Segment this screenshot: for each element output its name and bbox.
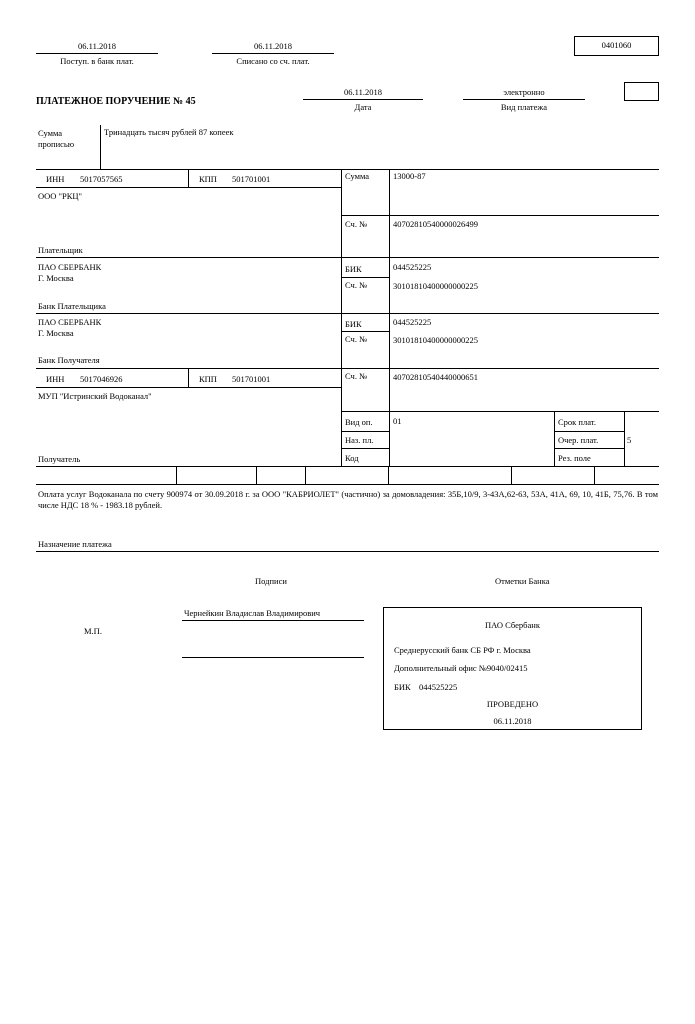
amount-label: Сумма	[345, 171, 370, 181]
payer-name: ООО "РКЦ"	[38, 191, 83, 201]
divider	[36, 368, 659, 369]
form-code: 0401060	[601, 40, 632, 50]
payee-inn-label: ИНН	[46, 374, 65, 384]
divider	[36, 387, 341, 388]
payer-bank-city: Г. Москва	[38, 273, 74, 283]
payer-kpp-label: КПП	[199, 174, 217, 184]
stamp-office: Дополнительный офис №9040/02415	[394, 663, 528, 673]
payee-name: МУП "Истринский Водоканал"	[38, 391, 152, 401]
payment-type: электронно	[503, 87, 545, 97]
divider	[463, 99, 585, 100]
divider	[341, 169, 342, 466]
divider	[303, 99, 423, 100]
received-label: Поступ. в банк плат.	[60, 56, 134, 66]
payer-account-label: Сч. №	[345, 219, 368, 229]
divider	[341, 448, 389, 449]
payee-bik: 044525225	[393, 317, 432, 327]
stamp-date: 06.11.2018	[493, 716, 532, 726]
divider	[594, 466, 595, 484]
op-type-label: Вид оп.	[345, 417, 373, 427]
document-date-label: Дата	[354, 102, 372, 112]
bank-marks-label: Отметки Банка	[495, 576, 550, 586]
divider	[36, 257, 659, 258]
divider	[176, 466, 177, 484]
reserve-label: Рез. поле	[558, 453, 591, 463]
divider	[100, 125, 101, 169]
payee-kpp-label: КПП	[199, 374, 217, 384]
stamp-label: М.П.	[84, 626, 102, 636]
payer-account: 40702810540000026499	[393, 219, 478, 229]
payee-bank-name: ПАО СБЕРБАНК	[38, 317, 102, 327]
divider	[36, 187, 341, 188]
payee-corr-account: 30101810400000000225	[393, 335, 478, 345]
payer-inn-label: ИНН	[46, 174, 65, 184]
purpose-text: Оплата услуг Водоканала по счету 900974 от 30.09.2018 г. за ООО "КАБРИОЛЕТ" (частично) за домовладения: 35Б,10/9, 3-43А,62-63, 53А, 41А, 69, 10, 41Б, 75,76. В том числе НДС 18 % - 1983.18 рублей.	[38, 489, 658, 511]
amount-words-label: Сумма прописью	[38, 128, 75, 150]
payee-account-label: Сч. №	[345, 371, 368, 381]
amount-words: Тринадцать тысяч рублей 87 копеек	[104, 127, 234, 137]
priority-value: 5	[627, 435, 632, 445]
payer-bik: 044525225	[393, 262, 432, 272]
divider	[36, 466, 659, 467]
stamp-bik: 044525225	[419, 682, 458, 692]
priority-label: Очер. плат.	[558, 435, 599, 445]
stamp-branch: Среднерусский банк СБ РФ г. Москва	[394, 645, 531, 655]
divider	[36, 551, 659, 552]
payer-bik-label: БИК	[345, 264, 362, 274]
divider	[36, 53, 158, 54]
payer-inn: 5017057565	[80, 174, 123, 184]
debited-label: Списано со сч. плат.	[236, 56, 310, 66]
payee-corr-account-label: Сч. №	[345, 334, 368, 344]
signature-line	[182, 657, 364, 658]
code-label: Код	[345, 453, 359, 463]
signatures-label: Подписи	[255, 576, 287, 586]
divider	[341, 277, 389, 278]
amount-value: 13000-87	[393, 171, 426, 181]
term-label: Срок плат.	[558, 417, 596, 427]
payment-type-label: Вид платежа	[500, 102, 548, 112]
purpose-code-label: Наз. пл.	[345, 435, 374, 445]
signature-line	[182, 620, 364, 621]
stamp-bank-name: ПАО Сбербанк	[485, 620, 540, 630]
payer-corr-account: 30101810400000000225	[393, 281, 478, 291]
payer-kpp: 501701001	[232, 174, 271, 184]
divider	[389, 169, 390, 466]
payer-bank-label: Банк Плательщика	[38, 301, 106, 311]
received-date: 06.11.2018	[78, 41, 116, 51]
stamp-bik-label: БИК	[394, 682, 411, 692]
empty-code-box	[624, 82, 659, 101]
divider	[36, 169, 659, 170]
divider	[554, 448, 624, 449]
payee-bik-label: БИК	[345, 319, 362, 329]
payee-bank-label: Банк Получателя	[38, 355, 100, 365]
payee-kpp: 501701001	[232, 374, 271, 384]
payee-account: 40702810540440000651	[393, 372, 478, 382]
divider	[305, 466, 306, 484]
payer-bank-name: ПАО СБЕРБАНК	[38, 262, 102, 272]
payer-label: Плательщик	[38, 245, 83, 255]
divider	[554, 431, 624, 432]
divider	[256, 466, 257, 484]
payee-label: Получатель	[38, 454, 81, 464]
document-date: 06.11.2018	[344, 87, 382, 97]
divider	[188, 368, 189, 387]
divider	[36, 313, 659, 314]
divider	[388, 466, 389, 484]
divider	[341, 431, 389, 432]
divider	[554, 411, 555, 466]
divider	[624, 411, 625, 466]
payer-corr-account-label: Сч. №	[345, 280, 368, 290]
stamp-status: ПРОВЕДЕНО	[486, 699, 539, 709]
debited-date: 06.11.2018	[254, 41, 292, 51]
purpose-label: Назначение платежа	[38, 539, 112, 549]
divider	[212, 53, 334, 54]
payee-inn: 5017046926	[80, 374, 123, 384]
divider	[36, 484, 659, 485]
divider	[188, 169, 189, 187]
payee-bank-city: Г. Москва	[38, 328, 74, 338]
divider	[511, 466, 512, 484]
signer-name: Чернейкин Владислав Владимирович	[184, 608, 321, 618]
divider	[341, 331, 389, 332]
document-title: ПЛАТЕЖНОЕ ПОРУЧЕНИЕ № 45	[36, 96, 196, 107]
op-type: 01	[393, 416, 402, 426]
